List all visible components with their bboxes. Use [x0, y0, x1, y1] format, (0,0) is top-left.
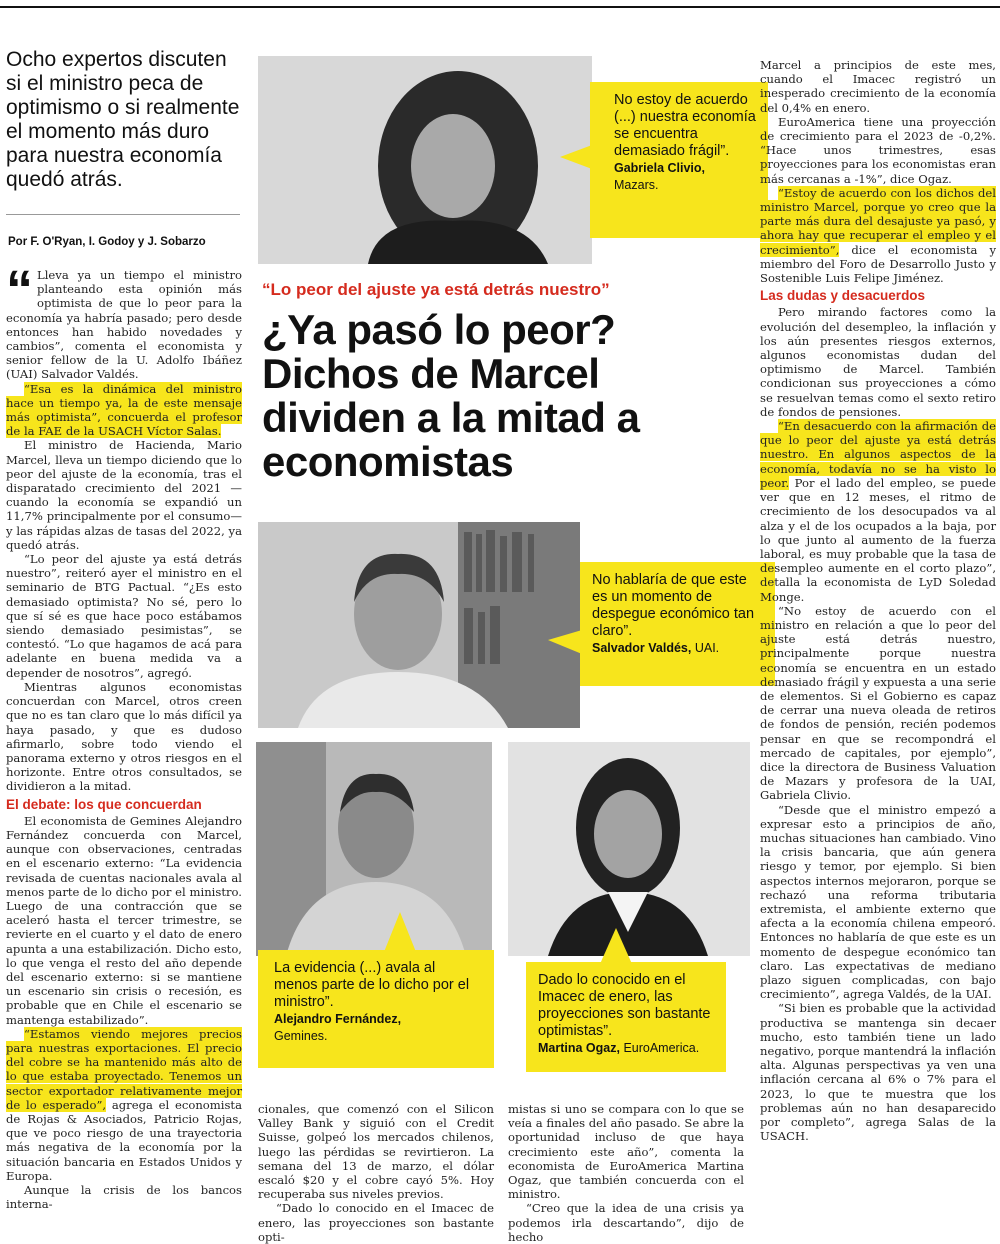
paragraph: “Creo que la idea de una crisis ya podemos irla descartando”, dijo de hecho — [508, 1201, 744, 1244]
quote-bubble-fernandez — [258, 950, 494, 1068]
byline: Por F. O'Ryan, I. Godoy y J. Sobarzo — [8, 236, 206, 248]
paragraph: Pero mirando factores como la evolución del desempleo, la inflación y los aún presentes riesgos externos, algunos economistas dudan del optimismo de Marcel. También condicionan sus proyecciones a cómo se resuelvan temas como el sexto retiro de fondos de pensiones. — [760, 305, 996, 419]
portrait-image — [256, 742, 492, 956]
photo-martina-ogaz — [508, 742, 750, 956]
highlighted-quote: “En desacuerdo con la afirmación de que lo peor del ajuste ya está detrás nuestro. En algunos aspectos de la economía, todavía no se ha visto lo peor. — [760, 419, 996, 490]
paragraph: EuroAmerica tiene una proyección de crecimiento para el 2023 de -0,2%. “Hace unos trimestres, esas proyecciones para los economistas eran más cercanas a -1%”, dice Ogaz. — [760, 114, 996, 186]
quote-mark-icon: “ — [6, 260, 33, 320]
bubble-name: Gabriela Clivio, — [614, 161, 706, 175]
middle-column-1 — [258, 1102, 494, 1244]
portrait-image — [508, 742, 750, 956]
bubble-org: UAI. — [691, 641, 720, 655]
bubble-tail — [560, 145, 592, 169]
right-column — [760, 58, 996, 1143]
quote-bubble-valdes — [580, 562, 775, 686]
photo-salvador-valdes — [258, 522, 580, 728]
paragraph: cionales, que comenzó con el Silicon Valley Bank y siguió con el Credit Suisse, golpeó los mercados chilenos, luego las pérdidas se revirtieron. La semana del 13 de marzo, el dólar escaló $20 y el cobre cayó 5%. Hoy recuperaba sus niveles previos. — [258, 1102, 494, 1202]
kicker: “Lo peor del ajuste ya está detrás nuestro” — [262, 280, 610, 299]
paragraph: “Dado lo conocido en el Imacec de enero, las proyecciones son bastante opti- — [258, 1201, 494, 1244]
section-subhead: Las dudas y desacuerdos — [760, 288, 926, 304]
paragraph: “En desacuerdo con la afirmación de que lo peor del ajuste ya está detrás nuestro. En algunos aspectos de la economía, todavía no se ha visto lo peor. Por el lado del empleo, se puede ver que en 12 meses, el ritmo de crecimiento de los desocupados va al alza y el de los ocupados a la baja, por lo que junto al aumento de la fuerza laboral, es muy probable que la tasa de desempleo aumente en el corto plazo”, detalla la economista de LyD Soledad Monge. — [760, 419, 996, 604]
paragraph: “Si bien es probable que la actividad productiva se mantenga sin decaer mucho, esto también tiene un lado negativo, porque mantendrá la inflación alta. Algunas perspectivas ya ven una inflación cercana al 6% o 7% para el 2023, lo que te muestra que los problemas aún no han desaparecido por completo”, agrega Salas de la USACH. — [760, 1001, 997, 1144]
highlighted-quote: “Estoy de acuerdo con los dichos del ministro Marcel, porque yo creo que la parte más dura del desajuste ya pasó, y ahora hay que recuperar el empleo y el crecimiento”, — [760, 185, 996, 257]
bubble-name: Salvador Valdés, — [592, 641, 692, 655]
paragraph — [6, 382, 242, 439]
bubble-org: Mazars. — [614, 178, 659, 192]
bubble-tail — [384, 912, 416, 952]
paragraph: “Estamos viendo mejores precios para nuestras exportaciones. El precio del cobre se ha mantenido más alto de lo que estaba proyectado. Tenemos un sector exportador relativamente mejor de lo esperado”, agrega el economista de Rojas & Asociados, Patricio Rojas, que ve poco riesgo de una trayectoria más negativa de la economía por la situación bancaria en Estados Unidos y Europa. — [6, 1026, 242, 1183]
section-subhead: El debate: los que concuerdan — [6, 796, 202, 812]
article-deck: Ocho expertos discuten si el ministro peca de optimismo o si realmente el momento más duro para nuestra economía quedó atrás. — [6, 48, 240, 191]
paragraph: Marcel a principios de este mes, cuando el Imacec registró un inesperado crecimiento de la economía del 0,4% en enero. — [760, 58, 996, 115]
bubble-quote: No estoy de acuerdo (...) nuestra economía se encuentra demasiado frágil”. — [614, 92, 756, 159]
paragraph: “No estoy de acuerdo con el ministro en relación a que lo peor del ajuste está detrás nuestro, principalmente porque nuestra economía se encuentra en un estado demasiado frágil y expuesta a una serie de elementos. Si el Gobierno es capaz de cerrar una nueva oleada de retiros de fondos de pensión, recién podemos pensar en que se recompondrá el mercado de capitales, por ejemplo”, dice la directora de Business Valuation de Mazars y profesora de la UAI, Gabriela Clivio. — [760, 603, 996, 803]
deck-divider — [6, 214, 240, 215]
bubble-quote: No hablaría de que este es un momento de despegue económico tan claro”. — [592, 572, 755, 639]
paragraph: El economista de Gemines Alejandro Fernández concuerda con Marcel, aunque con observaciones, centradas en el escenario externo: “La evidencia revisada de cuentas nacionales avala al menos parte de lo dicho por el ministro. Luego de una contracción que se aceleró hasta el tercer trimestre, se revierte en el cuarto y el dato de enero apunta a una estabilización. Dicho esto, lo que venga el resto del año depende del escenario externo: si se mantiene un escenario sin crisis o recesión, es probable que en Chile el escenario se mantenga estabilizado”. — [6, 813, 242, 1027]
bubble-org: EuroAmerica. — [619, 1041, 700, 1055]
paragraph: “ Lleva ya un tiempo el ministro planteando esta opinión más optimista de que lo peor para la economía ya habría pasado; pero desde entonces han habido novedades y cambios”, comenta el economista y senior fellow de la U. Adolfo Ibáñez (UAI) Salvador Valdés. — [6, 260, 242, 382]
middle-column-2 — [508, 1102, 744, 1244]
bubble-tail — [548, 630, 582, 654]
bubble-tail — [600, 928, 632, 964]
bubble-name: Alejandro Fernández, — [274, 1012, 402, 1026]
portrait-image — [258, 56, 592, 264]
bubble-name: Martina Ogaz, — [538, 1041, 620, 1055]
quote-bubble-ogaz — [526, 962, 726, 1072]
paragraph: mistas si uno se compara con lo que se veía a finales del año pasado. Se abre la oportunidad incluso de que haya crecimiento este año”, comenta la economista de EuroAmerica Martina Ogaz, que también concuerda con el ministro. — [508, 1102, 744, 1202]
quote-bubble-clivio — [590, 82, 768, 238]
bubble-quote: Dado lo conocido en el Imacec de enero, las proyecciones son bastante optimistas”. — [538, 972, 711, 1039]
bubble-quote: La evidencia (...) avala al menos parte de lo dicho por el ministro”. — [274, 960, 470, 1010]
photo-gabriela-clivio — [258, 56, 592, 264]
top-rule — [0, 6, 1000, 8]
paragraph: “Estoy de acuerdo con los dichos del ministro Marcel, porque yo creo que la parte más dura del desajuste ya pasó, y ahora hay que recuperar el empleo y el crecimiento”, dice el economista y miembro del Foro de Desarrollo Justo y Sostenible Luis Felipe Jiménez. — [760, 185, 996, 286]
paragraph: Mientras algunos economistas concuerdan con Marcel, otros creen que no es tan claro que lo más difícil ya haya pasado, y que es dudoso afirmarlo, sobre todo viendo el panorama externo y otros riesgos en el horizonte. Entre otros consultados, se dividieron a la mitad. — [6, 679, 242, 794]
paragraph: Aunque la crisis de los bancos interna- — [6, 1183, 242, 1212]
highlighted-quote: “Esa es la dinámica del ministro hace un tiempo ya, la de este mensaje más optimista”, concuerda el profesor de la FAE de la USACH Víctor Salas. — [6, 381, 242, 439]
bubble-org: Gemines. — [274, 1029, 328, 1043]
photo-alejandro-fernandez — [256, 742, 492, 956]
paragraph: “Desde que el ministro empezó a expresar esto a principios de año, muchas situaciones han cambiado. Vino la crisis bancaria, que aún genera riesgo y temor, por ejemplo. Si bien aspectos internos mejoraron, porque se rechazó una reforma tributaria extremista, el ambiente externo que afecta a la economía chilena empeoró. Entonces no hablaría de que este es un momento de despegue económico tan claro. Las expectativas de mediano plazo siguen complicadas, con bajo crecimiento”, agrega Valdés, de la UAI. — [760, 802, 996, 1002]
paragraph: El ministro de Hacienda, Mario Marcel, lleva un tiempo diciendo que lo peor del ajuste de la economía, tras el disparatado crecimiento del 2021 —cuando la economía se expandió un 11,7% principalmente por el consumo— y las rápidas alzas de tasas del 2022, ya quedó atrás. — [6, 438, 242, 552]
headline: ¿Ya pasó lo peor? Dichos de Marcel dividen a la mitad a economistas — [262, 306, 640, 485]
portrait-image — [258, 522, 580, 728]
left-column — [6, 260, 242, 1212]
paragraph: “Lo peor del ajuste ya está detrás nuestro”, reiteró ayer el ministro en el seminario de BTG Pactual. “¿Es esto demasiado optimista? No sé, pero lo que sí sé es que hace poco estábamos siendo demasiado pesimistas”, se contestó. “Lo que hagamos de acá para adelante en buena medida va a depender de nosotros”, agregó. — [6, 552, 242, 680]
highlighted-quote: “Estamos viendo mejores precios para nuestras exportaciones. El precio del cobre se ha mantenido más alto de lo que estaba proyectado. Tenemos un sector exportador relativamente mejor de lo esperado”, — [6, 1026, 242, 1112]
